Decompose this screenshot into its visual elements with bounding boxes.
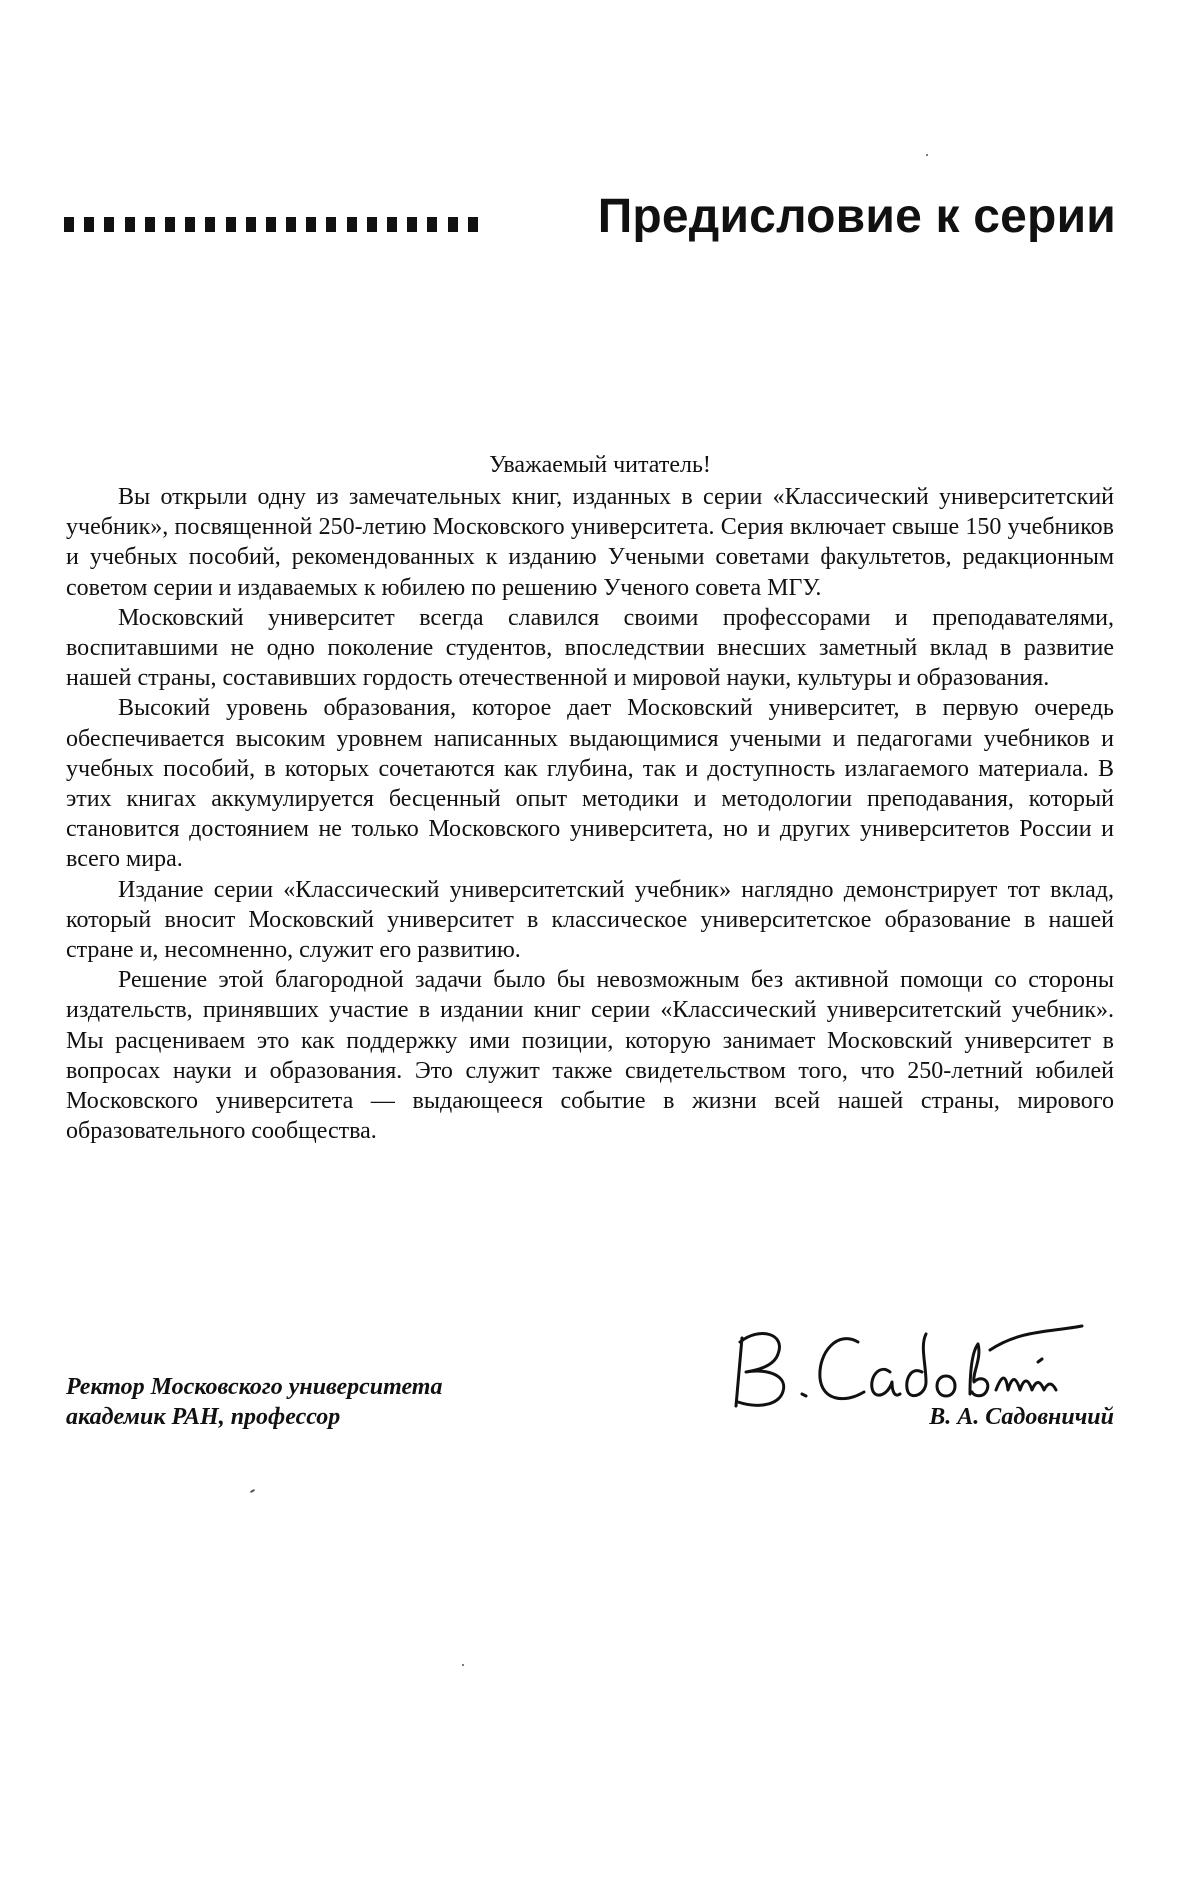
leader-dot — [306, 217, 316, 232]
leader-dot — [427, 217, 437, 232]
scan-speck — [250, 1489, 255, 1493]
leader-dot — [185, 217, 195, 232]
paragraph-1: Вы открыли одну из замечательных книг, изданных в серии «Классический университетский учебник», посвященной 250-летию Московского университета. Серия включает свыше 150 учебников и учебных пособий, рекомендованных к изданию Учеными советами факультетов, редакционным советом серии и издаваемых к юбилею по решению Ученого совета МГУ. — [66, 484, 1114, 601]
leader-dot — [84, 217, 94, 232]
paragraph-5: Решение этой благородной задачи было бы невозможным без активной помощи со стороны издательств, принявших участие в издании книг серии «Классический университетский учебник». Мы расцениваем это как поддержку ими позиции, которую занимает Московский университет в вопросах науки и образования. Это служит также свидетельством того, что 250-летний юбилей Московского университета — выдающееся событие в жизни всей нашей страны, мирового образовательного сообщества. — [66, 967, 1114, 1145]
leader-dot — [226, 217, 236, 232]
leader-dot — [407, 217, 417, 232]
leader-dot — [448, 217, 458, 232]
header-dot-leader — [64, 217, 478, 232]
leader-dot — [266, 217, 276, 232]
leader-dot — [104, 217, 114, 232]
paragraph-3: Высокий уровень образования, которое дает Московский университет, в первую очередь обеспечивается высоким уровнем написанных выдающимися учеными и педагогами учебников и учебных пособий, в которых сочетаются как глубина, так и доступность излагаемого материала. В этих книгах аккумулируется бесценный опыт методики и методологии преподавания, который становится достоянием не только Московского университета, но и других университетов России и всего мира. — [66, 695, 1114, 873]
scan-speck — [462, 1664, 464, 1666]
rector-title — [66, 1372, 442, 1432]
greeting: Уважаемый читатель! — [489, 452, 711, 478]
leader-dot — [468, 217, 478, 232]
leader-dot — [205, 217, 215, 232]
leader-dot — [246, 217, 256, 232]
signer-name: В. А. Садовничий — [929, 1404, 1114, 1430]
leader-dot — [165, 217, 175, 232]
leader-dot — [387, 217, 397, 232]
leader-dot — [64, 217, 74, 232]
section-header — [64, 178, 1116, 254]
leader-dot — [367, 217, 377, 232]
paragraph-4: Издание серии «Классический университетский учебник» наглядно демонстрирует тот вклад, который вносит Московский университет в классическое университетское образование в нашей стране и, несомненно, служит его развитию. — [66, 876, 1114, 964]
leader-dot — [347, 217, 357, 232]
leader-dot — [286, 217, 296, 232]
scan-speck — [926, 154, 928, 156]
rector-line-1: Ректор Московского университета — [66, 1374, 443, 1400]
body-text — [66, 482, 1114, 1146]
leader-dot — [125, 217, 135, 232]
leader-dot — [145, 217, 155, 232]
leader-dot — [326, 217, 336, 232]
paragraph-2: Московский университет всегда славился своими профессорами и преподавателями, воспитавшими не одно поколение студентов, впоследствии внесших заметный вклад в развитие нашей страны, составивших гордость отечественной и мировой науки, культуры и образования. — [66, 604, 1114, 692]
page-title: Предисловие к серии — [597, 189, 1116, 243]
handwritten-signature — [720, 1290, 1100, 1420]
rector-line-2: академик РАН, профессор — [66, 1404, 341, 1430]
